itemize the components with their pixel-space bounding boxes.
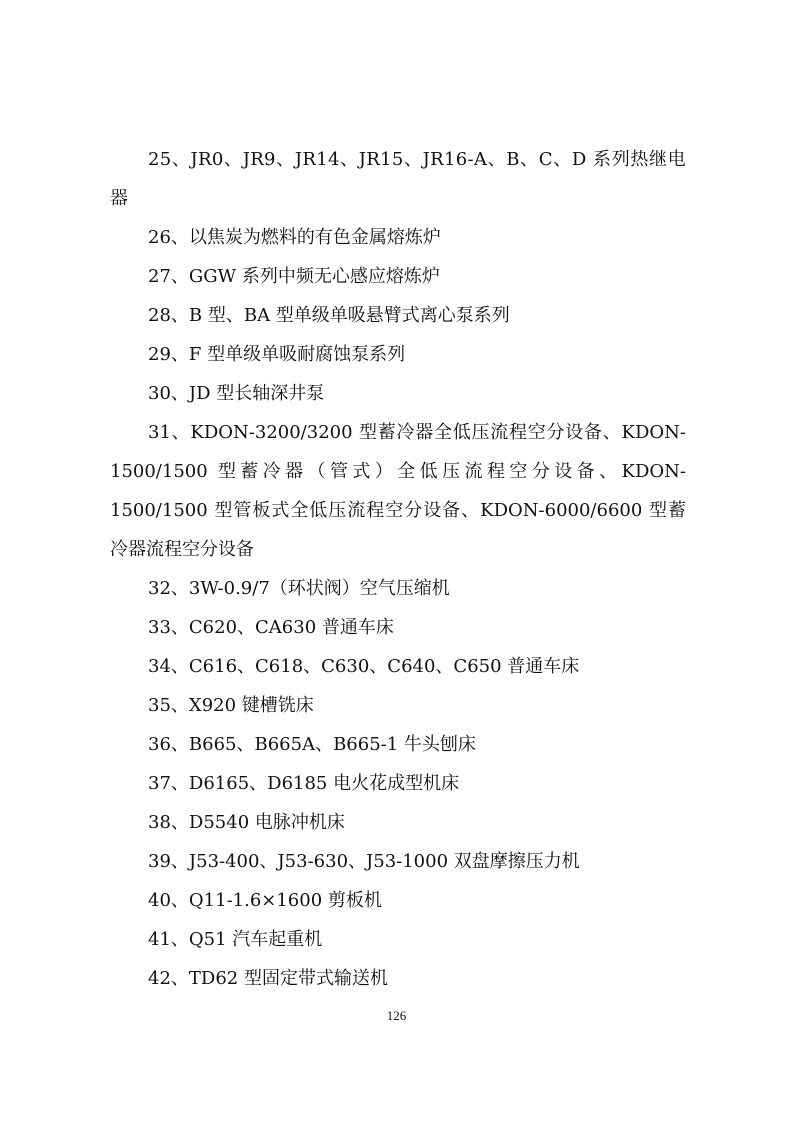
list-item-27: 27、GGW 系列中频无心感应熔炼炉 <box>148 266 440 287</box>
list-item-33: 33、C620、CA630 普通车床 <box>148 617 394 638</box>
list-item-36: 36、B665、B665A、B665-1 牛头刨床 <box>148 734 476 755</box>
list-item-42: 42、TD62 型固定带式输送机 <box>148 968 388 989</box>
list-item-29: 29、F 型单级单吸耐腐蚀泵系列 <box>148 344 406 365</box>
list-item-26: 26、以焦炭为燃料的有色金属熔炼炉 <box>148 227 441 248</box>
list-item-31: 31、KDON-3200/3200 型蓄冷器全低压流程空分设备、KDON-1500/1500 型蓄冷器（管式）全低压流程空分设备、KDON-1500/1500 型管板式全低压流程空分设备、KDON-6000/6600 型蓄冷器流程空分设备 <box>110 422 686 560</box>
list-item-25: 25、JR0、JR9、JR14、JR15、JR16-A、B、C、D 系列热继电器 <box>110 149 686 209</box>
list-item-34: 34、C616、C618、C630、C640、C650 普通车床 <box>148 656 580 677</box>
list-item-39: 39、J53-400、J53-630、J53-1000 双盘摩擦压力机 <box>148 851 580 872</box>
list-item-28: 28、B 型、BA 型单级单吸悬臂式离心泵系列 <box>148 305 510 326</box>
list-item-30: 30、JD 型长轴深井泵 <box>148 383 325 404</box>
list-item-38: 38、D5540 电脉冲机床 <box>148 812 345 833</box>
list-item-40: 40、Q11-1.6×1600 剪板机 <box>148 890 382 911</box>
list-item-32: 32、3W-0.9/7（环状阀）空气压缩机 <box>148 578 450 599</box>
list-item-37: 37、D6165、D6185 电火花成型机床 <box>148 773 460 794</box>
list-item-41: 41、Q51 汽车起重机 <box>148 929 323 950</box>
page-number: 126 <box>386 1008 407 1023</box>
item-list <box>110 140 686 998</box>
list-item-35: 35、X920 键槽铣床 <box>148 695 314 716</box>
